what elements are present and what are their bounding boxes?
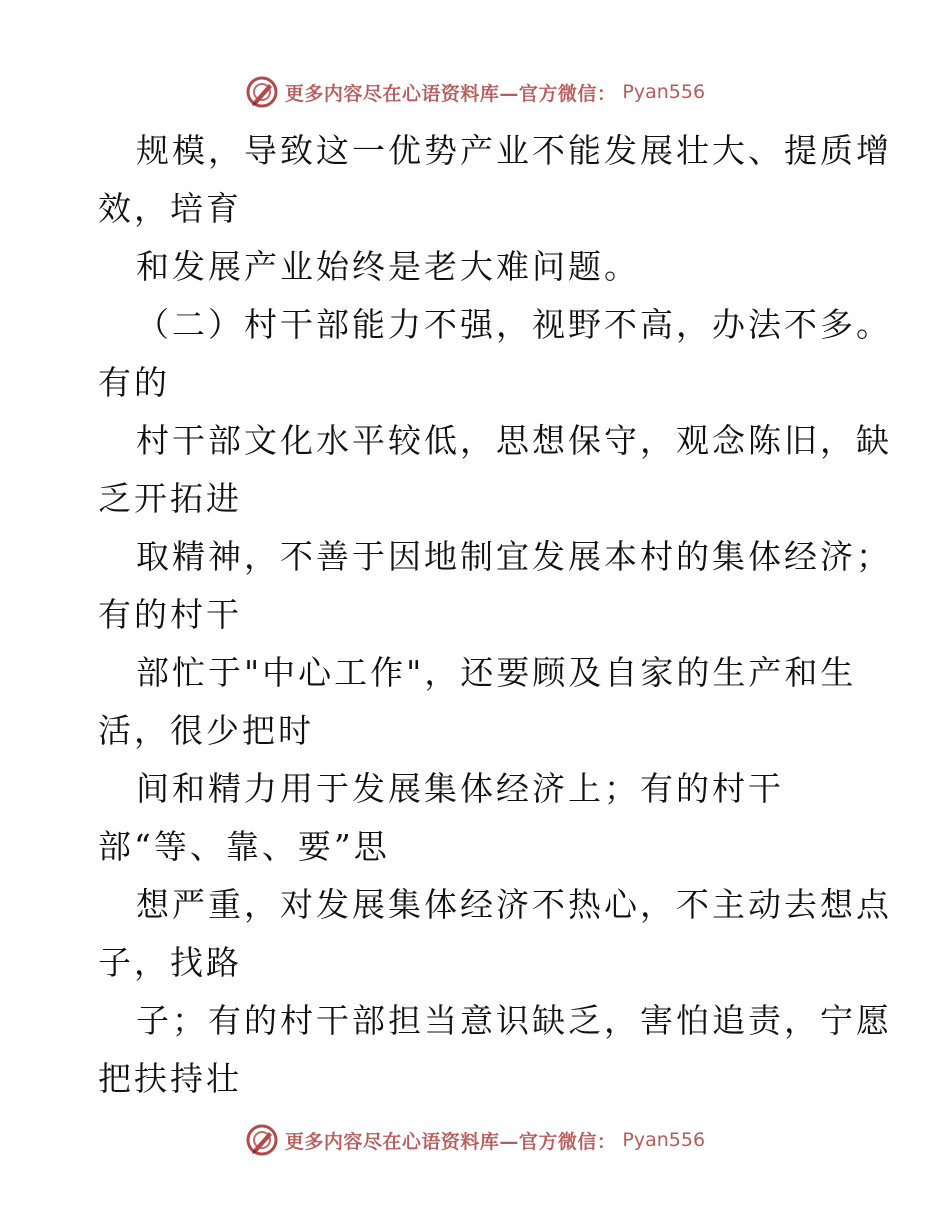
header-watermark bbox=[0, 72, 950, 112]
text-line: 想严重，对发展集体经济不热心，不主动去想点 bbox=[136, 885, 892, 924]
footer-watermark bbox=[0, 1120, 950, 1160]
text-line: 部“等、靠、要”思 bbox=[98, 827, 390, 866]
text-line: （二）村干部能力不强，视野不高，办法不多。 bbox=[136, 305, 892, 344]
document-body bbox=[98, 122, 892, 1108]
watermark-handle: Pyan556 bbox=[622, 81, 706, 103]
text-line: 有的 bbox=[98, 363, 170, 402]
watermark-text: 更多内容尽在心语资料库—官方微信： bbox=[284, 1130, 617, 1153]
text-line: 乏开拓进 bbox=[98, 479, 242, 518]
text-line: 子；有的村干部担当意识缺乏，害怕追责，宁愿 bbox=[136, 1001, 892, 1040]
text-line: 效，培育 bbox=[98, 189, 242, 228]
text-line: 活，很少把时 bbox=[98, 711, 314, 750]
text-line: 和发展产业始终是老大难问题。 bbox=[136, 247, 640, 286]
pen-logo-icon bbox=[245, 75, 279, 109]
text-line: 间和精力用于发展集体经济上；有的村干 bbox=[136, 769, 784, 808]
watermark-handle: Pyan556 bbox=[622, 1129, 706, 1151]
watermark-text: 更多内容尽在心语资料库—官方微信： bbox=[284, 82, 617, 105]
text-line: 取精神，不善于因地制宜发展本村的集体经济； bbox=[136, 537, 892, 576]
text-line: 子，找路 bbox=[98, 943, 242, 982]
text-line: 有的村干 bbox=[98, 595, 242, 634]
text-line: 规模，导致这一优势产业不能发展壮大、提质增 bbox=[136, 131, 892, 170]
pen-logo-icon bbox=[245, 1123, 279, 1157]
text-line: 把扶持壮 bbox=[98, 1059, 242, 1098]
text-line: 村干部文化水平较低，思想保守，观念陈旧，缺 bbox=[136, 421, 892, 460]
text-line: 部忙于"中心工作"，还要顾及自家的生产和生 bbox=[136, 653, 857, 692]
